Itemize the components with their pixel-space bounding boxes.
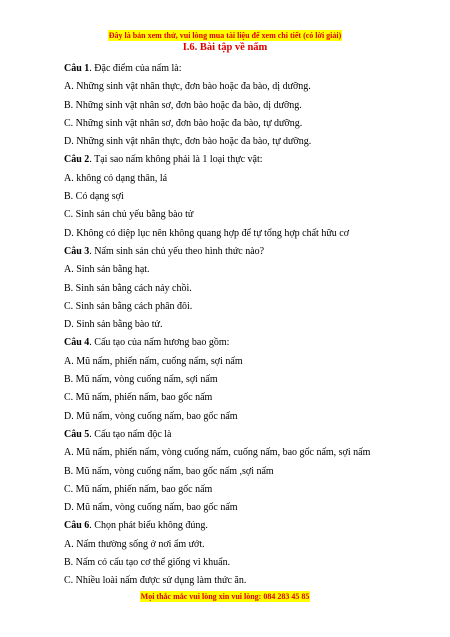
answer-option: D. Những sinh vật nhân thực, đơn bào hoặc đa bào, tự dưỡng. <box>64 136 312 148</box>
question-number: Câu 3 <box>64 245 90 257</box>
answer-option: A. không có dạng thân, lá <box>64 172 168 184</box>
answer-option: C. Mũ nấm, phiến nấm, bao gốc nấm <box>64 392 213 404</box>
footer <box>0 586 450 604</box>
answer-option: C. Sinh sản bằng cách phân đôi. <box>64 300 193 312</box>
answer-option: C. Những sinh vật nhân sơ, đơn bào hoặc đa bào, tự dưỡng. <box>64 117 303 129</box>
question-stem <box>64 517 444 535</box>
answer-option: A. Nấm thường sống ở nơi ẩm ướt. <box>64 538 205 550</box>
section-title: I.6. Bài tập về nấm <box>182 42 268 53</box>
question-text: . Đặc điểm của nấm là: <box>89 63 182 74</box>
question-number: Câu 5 <box>64 428 90 440</box>
question-text: . Tại sao nấm không phải là 1 loại thực vật: <box>89 154 263 166</box>
answer-option: A. Mũ nấm, phiến nấm, vòng cuống nấm, cuống nấm, bao gốc nấm, sợi nấm <box>64 447 371 459</box>
question-text: . Nấm sinh sản chủ yếu theo hình thức nào? <box>89 245 265 257</box>
answer-option: B. Sinh sản bằng cách nảy chồi. <box>64 282 192 294</box>
answer-option: A. Những sinh vật nhân thực, đơn bào hoặc đa bào, dị dưỡng. <box>64 81 311 93</box>
answer-option: C. Sinh sản chủ yếu bằng bào tử <box>64 209 194 221</box>
answer-option: B. Mũ nấm, vòng cuống nấm, sợi nấm <box>64 374 218 386</box>
question-list <box>64 60 444 591</box>
answer-option: D. Sinh sản bằng bào tử. <box>64 319 163 331</box>
answer-option: B. Mũ nấm, vòng cuống nấm, bao gốc nấm ,sợi nấm <box>64 465 274 477</box>
question-stem <box>64 426 444 444</box>
question-text: . Chọn phát biểu không đúng. <box>89 520 208 532</box>
question-stem <box>64 60 444 78</box>
question-text: . Cấu tạo của nấm hương bao gồm: <box>89 337 230 349</box>
question-number: Câu 4 <box>64 337 90 349</box>
answer-option: D. Mũ nấm, vòng cuống nấm, bao gốc nấm <box>64 410 238 422</box>
question-stem <box>64 243 444 261</box>
answer-option: B. Có dạng sợi <box>64 191 124 203</box>
question-number: Câu 1 <box>64 63 90 74</box>
answer-option: B. Nấm có cấu tạo cơ thể giống vi khuẩn. <box>64 557 231 569</box>
answer-option: D. Mũ nấm, vòng cuống nấm, bao gốc nấm <box>64 502 238 514</box>
question-number: Câu 6 <box>64 520 90 532</box>
answer-option: C. Mũ nấm, phiến nấm, bao gốc nấm <box>64 483 213 495</box>
contact-banner: Mọi thắc mắc vui lòng xin vui lòng: 084 283 45 85 <box>140 592 310 601</box>
answer-option: A. Sinh sản bằng hạt. <box>64 264 150 276</box>
answer-option: C. Nhiều loài nấm được sử dụng làm thức ăn. <box>64 575 247 587</box>
answer-option: B. Những sinh vật nhân sơ, đơn bào hoặc đa bào, dị dưỡng. <box>64 99 302 111</box>
answer-option: A. Mũ nấm, phiến nấm, cuống nấm, sợi nấm <box>64 355 243 367</box>
question-text: . Cấu tạo nấm độc là <box>89 428 172 440</box>
preview-banner: Đây là bản xem thử, vui lòng mua tài liệu để xem chi tiết (có lời giải) <box>108 31 342 40</box>
question-stem <box>64 334 444 352</box>
question-number: Câu 2 <box>64 154 90 166</box>
question-stem <box>64 151 444 169</box>
answer-option: D. Không có diệp lục nên không quang hợp để tự tổng hợp chất hữu cơ <box>64 227 349 239</box>
